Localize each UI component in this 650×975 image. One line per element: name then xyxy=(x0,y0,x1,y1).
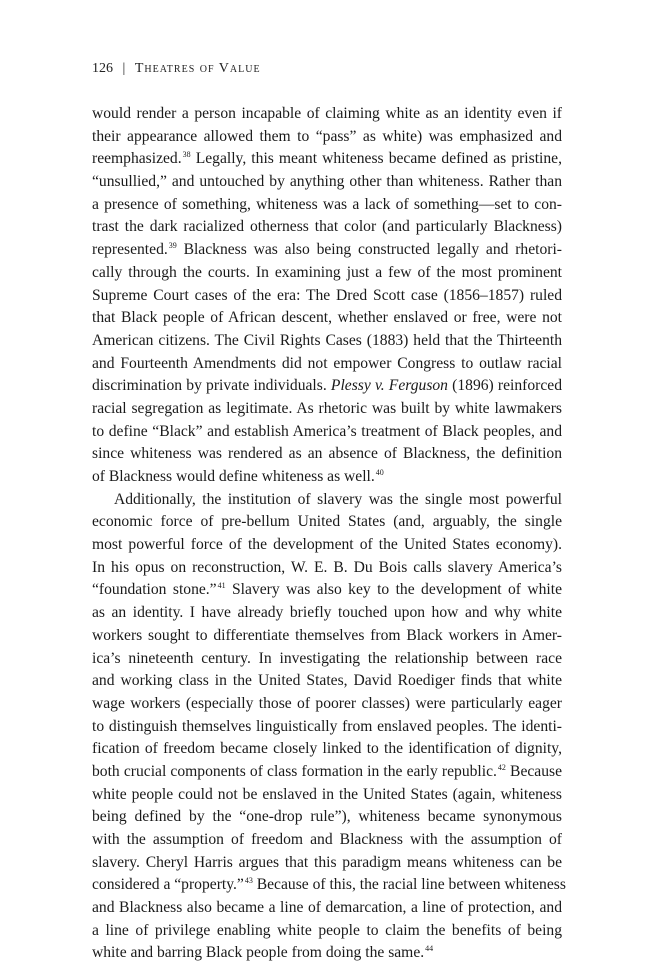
line-text: a presence of something, whiteness was a lack of something—set to con- xyxy=(92,195,562,213)
line-text: being defined by the “one-drop rule”), whiteness became synonymous xyxy=(92,808,562,826)
text-line xyxy=(92,874,566,897)
text-line xyxy=(92,489,562,512)
text-line xyxy=(92,942,562,965)
line-text: “unsullied,” and untouched by anything other than whiteness. Rather than xyxy=(92,173,562,191)
page-number: 126 xyxy=(92,61,113,76)
line-text: most powerful force of the development of the United States economy). xyxy=(92,536,562,554)
line-text: wage workers (especially those of poorer classes) were particularly eager xyxy=(92,694,562,712)
line-text: In his opus on reconstruction, W. E. B. Du Bois calls slavery America’s xyxy=(92,558,562,576)
line-text: would render a person incapable of claiming white as an identity even if xyxy=(92,105,562,122)
text-line xyxy=(92,239,562,262)
line-text: Supreme Court cases of the era: The Dred Scott case (1856–1857) ruled xyxy=(92,286,562,304)
line-text: American citizens. The Civil Rights Cases (1883) held that the Thirteenth xyxy=(92,331,562,349)
line-text: of Blackness would define whiteness as well. xyxy=(92,468,375,485)
text-line xyxy=(92,103,562,126)
text-line xyxy=(92,421,562,444)
line-text: slavery. Cheryl Harris argues that this paradigm means whiteness can be xyxy=(92,853,562,871)
text-line xyxy=(92,602,562,625)
line-text: discrimination by private individuals. xyxy=(92,377,331,395)
line-text: that Black people of African descent, whether enslaved or free, were not xyxy=(92,309,562,327)
line-text: their appearance allowed them to “pass” as white) was emphasized and xyxy=(92,127,562,145)
line-text: ica’s nineteenth century. In investigating the relationship between race xyxy=(92,649,562,667)
line-text-continued: Because of this, the racial line between whiteness xyxy=(252,876,566,894)
line-text-continued: Because xyxy=(505,762,562,780)
line-text: with the assumption of freedom and Blackness with the assumption of xyxy=(92,831,562,848)
footnote-marker: 38 xyxy=(182,150,191,160)
line-text-continued: (1896) reinforced xyxy=(447,377,562,395)
line-text: workers sought to differentiate themselves from Black workers in Amer- xyxy=(92,626,562,644)
line-text: since whiteness was rendered as an absence of Blackness, the definition xyxy=(92,445,562,463)
text-line xyxy=(92,579,562,602)
line-text-continued: Legally, this meant whiteness became defined as pristine, xyxy=(190,150,562,168)
text-line xyxy=(92,534,562,557)
book-title: Theatres of Value xyxy=(134,61,261,76)
text-line xyxy=(92,806,562,829)
text-line xyxy=(92,693,562,716)
line-text-continued: Slavery was also key to the development of white xyxy=(225,581,562,599)
case-title: Plessy v. Ferguson xyxy=(330,377,448,395)
header-separator: | xyxy=(122,61,126,76)
line-text: reemphasized. xyxy=(92,150,182,168)
line-text: to define “Black” and establish America’s treatment of Black peoples, and xyxy=(92,422,562,440)
line-text: trast the dark racialized otherness that color (and particularly Blackness) xyxy=(92,218,562,236)
text-line xyxy=(92,716,562,739)
text-line xyxy=(92,443,562,466)
line-text: a line of privilege enabling white people to claim the benefits of being xyxy=(92,921,562,939)
text-line xyxy=(92,761,562,784)
text-line xyxy=(92,784,562,807)
line-text: as an identity. I have already briefly touched upon how and why white xyxy=(92,604,562,622)
text-line xyxy=(92,466,562,489)
text-line xyxy=(92,625,562,648)
line-text: economic force of pre-bellum United States (and, arguably, the single xyxy=(92,513,562,531)
text-line xyxy=(92,194,562,217)
line-text: white and barring Black people from doing the same. xyxy=(92,944,425,962)
text-line xyxy=(92,216,562,239)
footnote-marker: 43 xyxy=(244,876,253,886)
text-line xyxy=(92,353,562,376)
line-text: represented. xyxy=(92,241,168,259)
line-text: and working class in the United States, David Roediger finds that white xyxy=(92,672,562,690)
text-line xyxy=(92,171,562,194)
text-line xyxy=(92,307,562,330)
body-text xyxy=(92,103,566,965)
text-line xyxy=(92,262,562,285)
text-line xyxy=(92,738,562,761)
text-line xyxy=(92,148,562,171)
text-line xyxy=(92,920,562,943)
line-text: and Blackness also became a line of demarcation, a line of protection, and xyxy=(92,899,562,917)
line-text: to distinguish themselves linguistically from enslaved peoples. The identi- xyxy=(92,717,562,735)
line-text: fication of freedom became closely linked to the identification of dignity, xyxy=(92,740,562,758)
footnote-marker: 41 xyxy=(217,581,226,591)
line-text-continued: Blackness was also being constructed legally and rhetori- xyxy=(176,241,562,259)
line-text: and Fourteenth Amendments did not empower Congress to outlaw racial xyxy=(92,354,562,372)
text-line xyxy=(92,557,562,580)
text-line xyxy=(92,375,562,398)
text-line xyxy=(92,330,562,353)
text-line xyxy=(92,852,562,875)
text-line xyxy=(92,897,562,920)
footnote-marker: 42 xyxy=(497,762,506,772)
text-line xyxy=(92,126,562,149)
line-text: “foundation stone.” xyxy=(92,581,217,599)
line-text: cally through the courts. In examining just a few of the most prominent xyxy=(92,263,562,281)
line-text: both crucial components of class formation in the early republic. xyxy=(92,762,497,780)
line-text: racial segregation as legitimate. As rhetoric was built by white lawmakers xyxy=(92,399,562,417)
text-line xyxy=(92,829,562,852)
footnote-marker: 44 xyxy=(425,944,434,954)
line-text: considered a “property.” xyxy=(92,876,244,894)
text-line xyxy=(92,511,562,534)
text-line xyxy=(92,648,562,671)
running-head xyxy=(92,60,261,78)
line-text: white people could not be enslaved in the United States (again, whiteness xyxy=(92,785,562,803)
footnote-marker: 40 xyxy=(375,468,384,477)
footnote-marker: 39 xyxy=(168,241,177,251)
text-line xyxy=(92,398,562,421)
line-text: Additionally, the institution of slavery was the single most powerful xyxy=(114,490,562,508)
text-line xyxy=(92,670,562,693)
text-line xyxy=(92,285,562,308)
